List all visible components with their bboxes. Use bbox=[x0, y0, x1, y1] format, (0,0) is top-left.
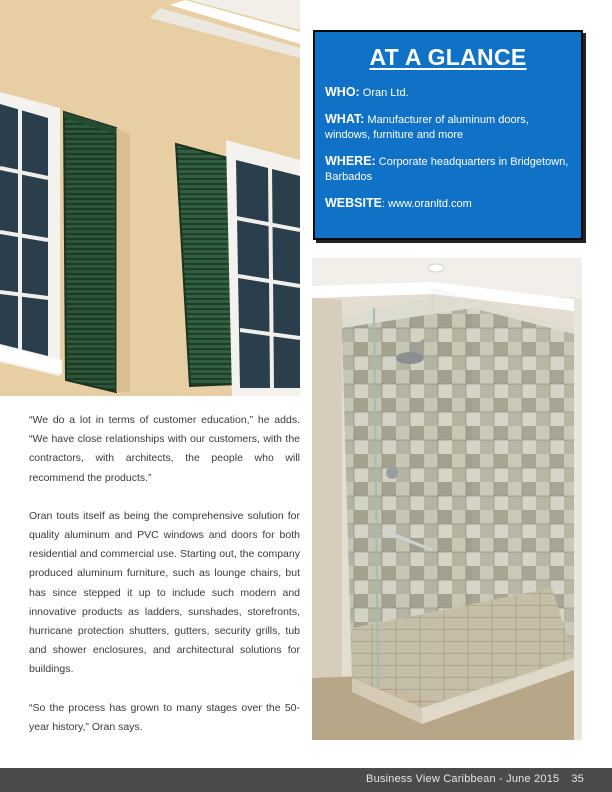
glance-value: Manufacturer of aluminum doors, windows, furniture and more bbox=[325, 114, 529, 141]
glance-key: WEBSITE bbox=[325, 196, 382, 210]
publication-name: Business View Caribbean - June 2015 bbox=[366, 773, 560, 785]
page-number: 35 bbox=[571, 773, 584, 785]
article-paragraph: Oran touts itself as being the comprehensive solution for quality aluminum and PVC windows and doors for both residential and commercial use. Starting out, the company produced aluminum furniture, such as lounge chairs, but has since stepped it up to include such modern and innovative products as ladders, sunshades, storefronts, hurricane protection shutters, gutters, security grills, tub and shower enclosures, and architectural solutions for buildings. bbox=[29, 509, 300, 676]
article-paragraph: “So the process has grown to many stages over the 50-year history,” Oran says. bbox=[29, 701, 300, 733]
at-a-glance-box bbox=[313, 30, 583, 240]
glance-key: WHAT: bbox=[325, 112, 365, 126]
glance-row-who bbox=[325, 85, 571, 101]
glance-value: : www.oranltd.com bbox=[381, 198, 472, 210]
glance-key: WHO: bbox=[325, 85, 360, 99]
article-paragraph: “We do a lot in terms of customer education,” he adds. “We have close relationships with our customers, with the contractors, with architects, the people who will recommend the products.” bbox=[29, 414, 300, 484]
glance-value: Corporate headquarters in Bridgetown, Barbados bbox=[325, 156, 569, 183]
glance-value: Oran Ltd. bbox=[359, 87, 409, 99]
footer-text bbox=[366, 773, 584, 785]
article-body bbox=[29, 411, 300, 756]
glass-shower-photo bbox=[312, 258, 582, 740]
page-footer bbox=[0, 768, 612, 792]
building-shutters-photo bbox=[0, 0, 300, 396]
glance-key: WHERE: bbox=[325, 154, 376, 168]
glance-row-where bbox=[325, 154, 571, 185]
glance-title: AT A GLANCE bbox=[369, 44, 527, 70]
glance-row-website bbox=[325, 196, 571, 212]
glance-row-what bbox=[325, 112, 571, 143]
